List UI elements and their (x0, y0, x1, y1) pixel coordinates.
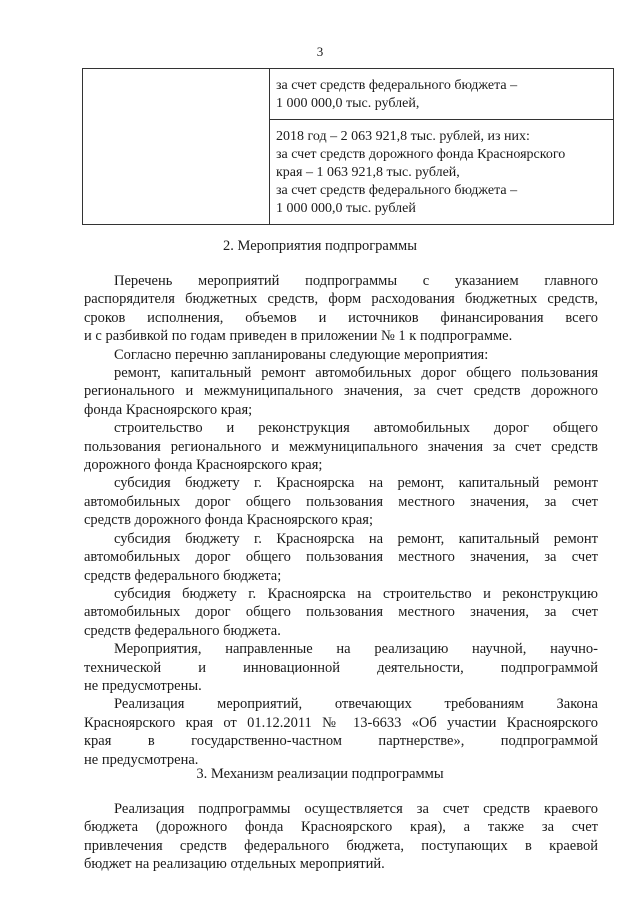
text-line: и с разбивкой по годам приведен в приложении № 1 к подпрограмме. (84, 328, 513, 345)
table-cell-federal-budget (270, 69, 614, 120)
text-line: Мероприятия, направленные на реализацию научной, научно- (114, 641, 598, 658)
text-line: регионального и межмуниципального значения, за счет средств дорожного (84, 383, 598, 400)
text-line: бюджет на реализацию отдельных мероприятий. (84, 856, 385, 873)
text-line: Красноярского края от 01.12.2011 № 13-6633 «Об участии Красноярского (84, 714, 598, 731)
text-line: строительство и реконструкция автомобильных дорог общего (114, 420, 598, 437)
funding-table (82, 68, 614, 225)
section-3-body (84, 800, 598, 874)
text-line: средств федерального бюджета; (84, 567, 282, 584)
text-line: фонда Красноярского края; (84, 401, 253, 418)
table-line: 1 000 000,0 тыс. рублей, (276, 96, 420, 111)
text-line: средств федерального бюджета. (84, 622, 281, 639)
table-line: 1 000 000,0 тыс. рублей (276, 201, 416, 216)
text-line: бюджета (дорожного фонда Красноярского края), а также за счет (84, 819, 598, 836)
table-cell-2018 (270, 120, 614, 225)
text-line: субсидия бюджету г. Красноярска на ремонт, капитальный ремонт (114, 475, 598, 492)
text-line: Перечень мероприятий подпрограммы с указанием главного (114, 273, 598, 289)
text-line: ремонт, капитальный ремонт автомобильных дорог общего пользования (114, 365, 598, 382)
text-line: Реализация подпрограммы осуществляется за счет средств краевого (114, 801, 598, 817)
text-line: пользования регионального и межмуниципального значения за счет средств (84, 438, 598, 455)
text-line: сроков исполнения, объемов и источников финансирования всего (84, 309, 598, 326)
table-row (83, 69, 614, 120)
text-line: дорожного фонда Красноярского края; (84, 457, 323, 474)
table-line: за счет средств федерального бюджета – (276, 183, 518, 198)
text-line: автомобильных дорог общего пользования местного значения, за счет (84, 604, 598, 621)
table-line: за счет средств федерального бюджета – (276, 78, 518, 93)
text-line: края в государственно-частном партнерстве», подпрограммой (84, 733, 598, 750)
text-line: распорядителя бюджетных средств, форм расходования бюджетных средств, (84, 291, 598, 308)
table-cell-empty (83, 69, 270, 225)
section-2-body (84, 272, 598, 769)
text-line: субсидия бюджету г. Красноярска на строительство и реконструкцию (114, 585, 598, 602)
text-line: Реализация мероприятий, отвечающих требованиям Закона (114, 696, 598, 713)
text-line: не предусмотрена. (84, 751, 199, 768)
page-number: 3 (316, 44, 324, 59)
text-line: субсидия бюджету г. Красноярска на ремонт, капитальный ремонт (114, 530, 598, 547)
table-line: 2018 год – 2 063 921,8 тыс. рублей, из них: (276, 129, 530, 144)
text-line: средств дорожного фонда Красноярского края; (84, 512, 373, 529)
text-line: Согласно перечню запланированы следующие мероприятия: (114, 346, 489, 363)
text-line: технической и инновационной деятельности, подпрограммой (84, 659, 598, 676)
text-line: не предусмотрены. (84, 677, 202, 694)
section-3-heading: 3. Механизм реализации подпрограммы (196, 766, 444, 782)
text-line: автомобильных дорог общего пользования местного значения, за счет (84, 493, 598, 510)
text-line: автомобильных дорог общего пользования местного значения, за счет (84, 549, 598, 566)
section-2-heading: 2. Мероприятия подпрограммы (223, 238, 417, 254)
text-line: привлечения средств федерального бюджета, поступающих в краевой (84, 837, 598, 854)
table-line: за счет средств дорожного фонда Красноярского (276, 147, 566, 162)
table-line: края – 1 063 921,8 тыс. рублей, (276, 165, 460, 180)
